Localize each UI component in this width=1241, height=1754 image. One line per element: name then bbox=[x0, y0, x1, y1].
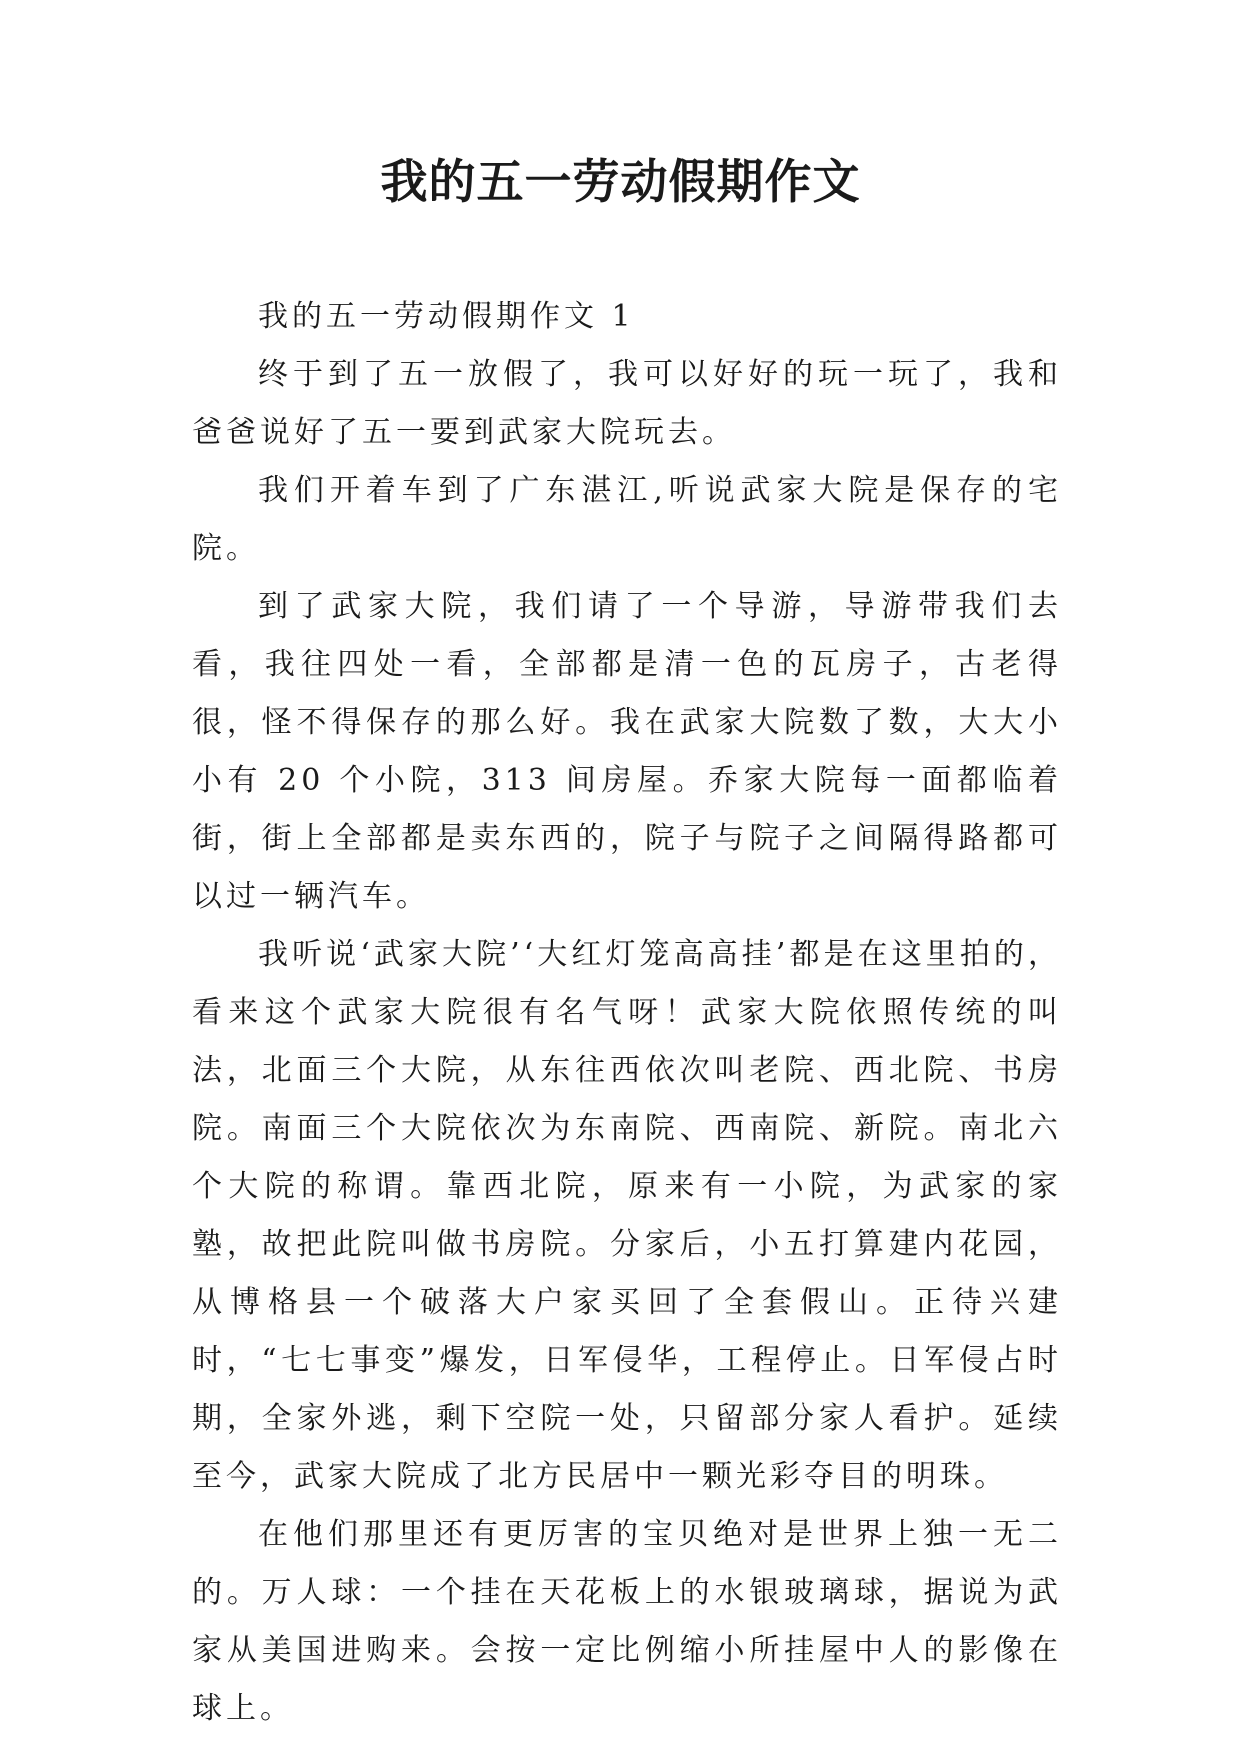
document-title: 我的五一劳动假期作文 bbox=[380, 155, 861, 210]
body-paragraph: 终于到了五一放假了，我可以好好的玩一玩了，我和爸爸说好了五一要到武家大院玩去。 bbox=[192, 357, 1062, 450]
body-paragraph: 在他们那里还有更厉害的宝贝绝对是世界上独一无二的。万人球：一个挂在天花板上的水银玻璃球，据说为武家从美国进购来。会按一定比例缩小所挂屋中人的影像在球上。 bbox=[192, 1517, 1062, 1726]
document-body bbox=[192, 288, 1062, 1738]
body-paragraph: 我们开着车到了广东湛江,听说武家大院是保存的宅院。 bbox=[192, 473, 1062, 566]
body-paragraph: 到了武家大院，我们请了一个导游，导游带我们去看，我往四处一看，全部都是清一色的瓦房子，古老得很，怪不得保存的那么好。我在武家大院数了数，大大小小有 20 个小院，313 间房屋。乔家大院每一面都临着街，街上全部都是卖东西的，院子与院子之间隔得路都可以过一辆汽车。 bbox=[192, 589, 1062, 914]
subtitle-paragraph: 我的五一劳动假期作文 1 bbox=[258, 299, 635, 334]
body-paragraph: 我听说‘武家大院’‘大红灯笼高高挂’都是在这里拍的，看来这个武家大院很有名气呀！武家大院依照传统的叫法，北面三个大院，从东往西依次叫老院、西北院、书房院。南面三个大院依次为东南院、西南院、新院。南北六个大院的称谓。靠西北院，原来有一小院，为武家的家塾，故把此院叫做书房院。分家后，小五打算建内花园，从博格县一个破落大户家买回了全套假山。正待兴建时，“七七事变”爆发，日军侵华，工程停止。日军侵占时期，全家外逃，剩下空院一处，只留部分家人看护。延续至今，武家大院成了北方民居中一颗光彩夺目的明珠。 bbox=[192, 937, 1062, 1494]
